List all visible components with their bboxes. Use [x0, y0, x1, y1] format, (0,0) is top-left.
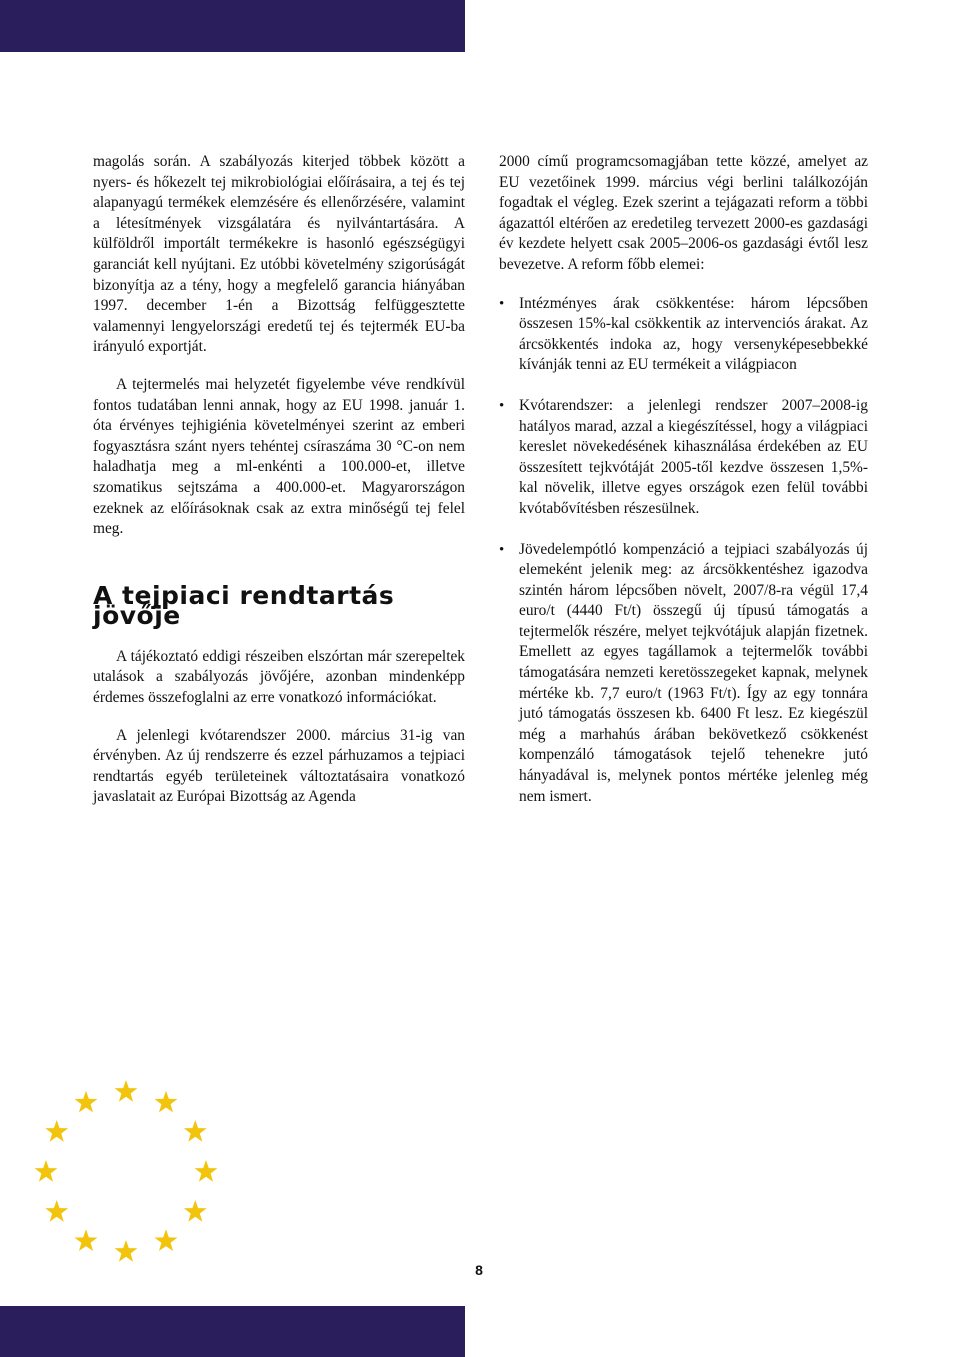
reform-elements-list	[499, 294, 868, 808]
list-item-text: Intézményes árak csökkentése: három lépcsőben összesen 15%-kal csökkentik az intervenciós árakat. Az árcsökkentés indoka az, hogy versenyképesebbekké kívánják tenni az EU termékeit a világpiacon	[519, 294, 868, 374]
list-item-text: Kvótarendszer: a jelenlegi rendszer 2007–2008-ig hatályos marad, azzal a kiegészítéssel, hogy a világpiaci kereslet növekedésének kihasználása érdekében az EU összesített tejkvótáját 2005-től kezdve összesen 1,5%-kal növelik, illetve egyes országok ezen felül további kvótabővítésben részesülnek.	[519, 396, 868, 517]
star-icon	[155, 1091, 178, 1113]
section-heading: A tejpiaci rendtartás jövője	[93, 580, 395, 631]
footer-color-band	[0, 1306, 465, 1357]
paragraph: A tájékoztató eddigi részeiben elszórtan már szerepeltek utalások a szabályozás jövőjére, azonban mindenképp érdemes összefoglalni az erre vonatkozó információkat.	[93, 647, 465, 707]
star-icon	[115, 1080, 138, 1102]
star-icon	[45, 1120, 68, 1142]
bullet-icon: •	[499, 541, 505, 558]
star-icon	[155, 1229, 178, 1251]
paragraph: magolás során. A szabályozás kiterjed többek között a nyers- és hőkezelt tej mikrobiológiai előírásaira, a tej és tej alapanyagú termékek elemzésére és ellenőrzésére, valamint a létesítmények vizsgálatára és nyilvántartására. A külföldről importált termékekre is hasonló egészségügyi garanciát kell nyújtani. Ez utóbbi követelmény szigorúságát bizonyítja az a tény, hogy a megfelelő garancia hiányában 1997. december 1-én a Bizottság felfüggesztette valamennyi lengyelországi eredetű tej és tejtermék EU-ba irányuló exportját.	[93, 153, 465, 356]
paragraph: A jelenlegi kvótarendszer 2000. március 31-ig van érvényben. Az új rendszerre és ezzel párhuzamos a tejpiaci rendtartás egyéb területeinek változtatásaira vonatkozó javaslatait az Európai Bizottság az Agenda	[93, 726, 465, 806]
list-item	[499, 540, 868, 808]
star-icon	[45, 1200, 68, 1222]
list-item	[499, 294, 868, 376]
paragraph: A tejtermelés mai helyzetét figyelembe véve rendkívül fontos tudatában lenni annak, hogy az EU 1998. január 1. óta érvényes tejhigiénia követelményei szerint az emberi fogyasztásra szánt nyers tehéntej csíraszáma 30 °C-on nem haladhatja meg a ml-enkénti a 100.000-et, illetve szomatikus sejtszáma a 400.000-et. Magyarországon ezeknek az előírásoknak csak az extra minőségű tej felel meg.	[93, 375, 465, 538]
star-icon	[115, 1240, 138, 1262]
star-icon	[184, 1120, 207, 1142]
bullet-icon: •	[499, 397, 505, 414]
header-color-band	[0, 0, 465, 52]
star-icon	[75, 1229, 98, 1251]
star-icon	[195, 1160, 218, 1182]
paragraph: 2000 című programcsomagjában tette közzé, amelyet az EU vezetőinek 1999. március végi berlini találkozóján fogadtak el végleg. Ezek szerint a tejágazati reform a többi ágazattól eltérően az eredetileg tervezett 2000-es gazdasági év kezdete helyett csak 2005–2006-os gazdasági évtől lesz bevezetve. A reform főbb elemei:	[499, 153, 868, 273]
page-number: 8	[475, 1262, 483, 1278]
list-item	[499, 396, 868, 520]
star-icon	[35, 1160, 58, 1182]
right-column	[499, 152, 868, 827]
left-column	[93, 152, 465, 808]
eu-star-circle-icon	[34, 1080, 224, 1270]
star-icon	[184, 1200, 207, 1222]
bullet-icon: •	[499, 295, 505, 312]
star-icon	[75, 1091, 98, 1113]
list-item-text: Jövedelempótló kompenzáció a tejpiaci szabályozás új elemeként jelenik meg: az árcsökkentéshez igazodva szintén három lépcsőben növelt, 2007/8-ra végül 17,4 euro/t (4440 Ft/t) összegű új típusú támogatás a tejtermelők részére, melyet tejkvótájuk alapján fizetnek. Emellett az egyes tagállamok a tejtermelők további támogatására nemzeti keretösszegeket kapnak, melynek mértéke kb. 7,7 euro/t (1963 Ft/t). Így az egy tonnára jutó támogatás összesen kb. 6400 Ft lesz. Ez kiegészül még a marhahús árában bekövetkező csökkenést kompenzáló támogatások tejelő tehenekre jutó hányadával is, melynek pontos mértéke jelenleg még nem ismert.	[519, 540, 868, 805]
